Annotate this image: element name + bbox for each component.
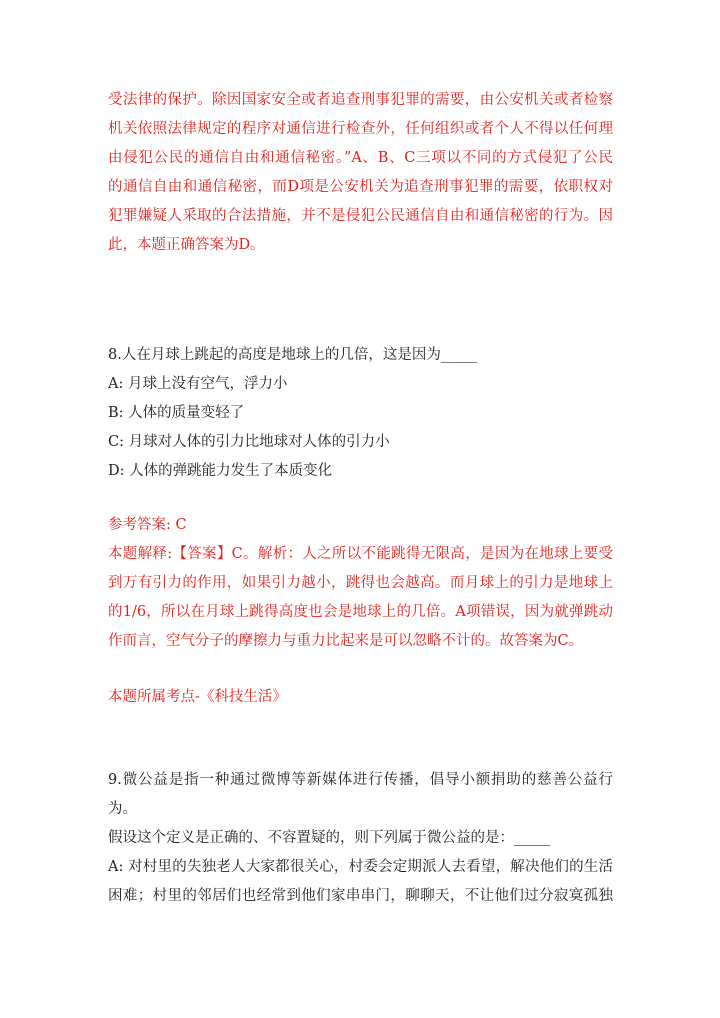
topic-label: 本题所属考点-《科技生活》 <box>108 689 287 705</box>
explanation-line: 受法律的保护。除因国家安全或者追查刑事犯罪的需要，由公安机关或者检察 <box>108 92 613 108</box>
explanation-line: 到万有引力的作用，如果引力越小，跳得也会越高。而月球上的引力是地球上 <box>108 575 613 591</box>
question-prompt: 假设这个定义是正确的、不容置疑的，则下列属于微公益的是：_____ <box>108 830 551 846</box>
explanation-line: 的1/6，所以在月球上跳得高度也会是地球上的几倍。A项错误，因为就弹跳动 <box>108 604 613 620</box>
option-a: A: 对村里的失独老人大家都很关心，村委会定期派人去看望，解决他们的生活 <box>108 859 613 875</box>
explanation-line: 机关依照法律规定的程序对通信进行检查外，任何组织或者个人不得以任何理 <box>108 121 613 137</box>
option-d: D: 人体的弹跳能力发生了本质变化 <box>108 463 333 479</box>
option-c: C: 月球对人体的引力比地球对人体的引力小 <box>108 434 390 450</box>
explanation-line: 由侵犯公民的通信自由和通信秘密。”A、B、C三项以不同的方式侵犯了公民 <box>108 150 613 166</box>
reference-answer: 参考答案: C <box>108 517 187 533</box>
question-8 <box>108 341 613 486</box>
option-a: 困难；村里的邻居们也经常到他们家串串门，聊聊天，不让他们过分寂寞孤独 <box>108 888 613 904</box>
question-8-answer-section <box>108 511 613 656</box>
explanation-line: 作而言，空气分子的摩擦力与重力比起来是可以忽略不计的。故答案为C。 <box>108 633 584 649</box>
question-stem: 为。 <box>108 801 137 817</box>
explanation-line: 犯罪嫌疑人采取的合法措施，并不是侵犯公民通信自由和通信秘密的行为。因 <box>108 208 613 224</box>
option-b: B: 人体的质量变轻了 <box>108 405 245 421</box>
question-stem: 9.微公益是指一种通过微博等新媒体进行传播，倡导小额捐助的慈善公益行 <box>108 772 613 788</box>
explanation-line: 的通信自由和通信秘密，而D项是公安机关为追查刑事犯罪的需要，依职权对 <box>108 179 613 195</box>
question-stem: 8.人在月球上跳起的高度是地球上的几倍，这是因为_____ <box>108 347 478 363</box>
explanation-line: 此，本题正确答案为D。 <box>108 237 265 253</box>
previous-explanation <box>108 86 613 260</box>
question-8-topic <box>108 683 613 712</box>
option-a: A: 月球上没有空气，浮力小 <box>108 376 288 392</box>
question-9 <box>108 766 613 911</box>
explanation-line: 本题解释:【答案】C。解析：人之所以不能跳得无限高，是因为在地球上要受 <box>108 546 613 562</box>
